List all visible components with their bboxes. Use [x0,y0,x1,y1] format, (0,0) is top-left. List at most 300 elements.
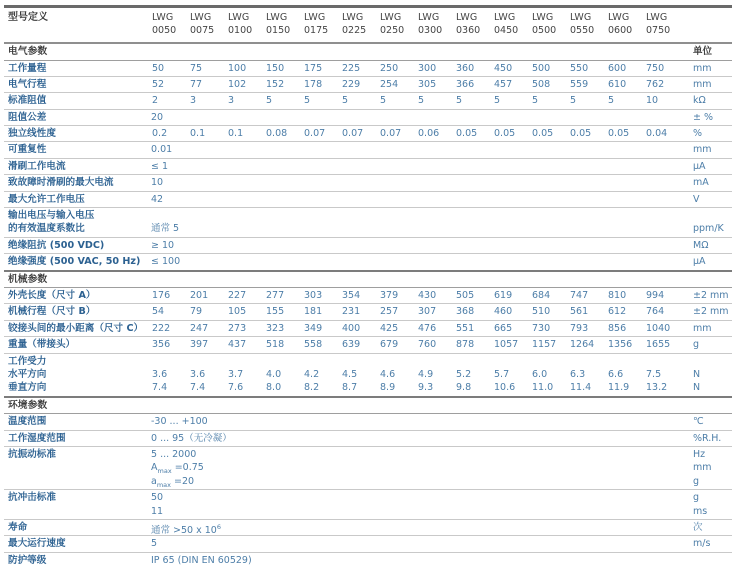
value-cell: 450 [494,62,513,74]
value-cell: 878 [456,339,475,351]
model-number: 0050 [152,24,177,36]
row-label-line: 温度范围 [8,416,47,428]
value-cell: 639 [342,339,361,351]
spec-row [4,353,732,397]
row-label-line: 最大允许工作电压 [8,193,85,205]
model-prefix: LWG [608,12,630,23]
value-cell: 5 [342,95,349,107]
unit-cell [683,60,732,76]
value-cell: 5 [418,95,425,107]
unit-line [693,209,732,222]
value-line: 42 [151,193,164,205]
row-label [4,76,151,92]
spec-row [4,208,732,238]
value-line [151,209,683,222]
value-cell: 0.08 [266,128,288,140]
row-values [151,93,683,109]
row-label-line: 外壳长度（尺寸 A） [8,290,96,302]
value-line: ≤ 100 [151,256,181,268]
value-fragment: 6 [216,523,221,532]
value-cells-line [151,289,683,302]
value-cell: 75 [190,62,203,74]
value-cell: 176 [152,290,171,302]
value-cell: 5 [532,95,539,107]
unit-line: m/s [693,538,711,550]
value-cell: 5.2 [456,369,472,381]
row-label-line: 阻值公差 [8,111,47,123]
value-cells-line [151,368,683,381]
value-cell: 6.6 [608,369,624,381]
value-cell: 368 [456,306,475,318]
unit-cell [683,191,732,207]
value-cell: 225 [342,62,361,74]
spec-row [4,304,732,320]
value-cell: 5 [570,95,577,107]
model-number: 0175 [304,24,329,36]
value-cell: 1157 [532,339,557,351]
unit-cell [683,552,732,566]
value-cell: 510 [532,306,551,318]
value-cell: 684 [532,290,551,302]
value-cell: 3.6 [152,369,168,381]
unit-cell [683,320,732,336]
value-cell: 379 [380,290,399,302]
value-cell: 10.6 [494,382,516,394]
unit-line: mA [693,177,709,189]
row-values [151,142,683,158]
section-header-row [4,43,732,60]
unit-line: %R.H. [693,432,722,444]
row-label [4,320,151,336]
row-values [151,520,683,536]
value-cells-line [151,338,683,351]
row-label-line: 机械行程（尺寸 B） [8,306,96,318]
datasheet-page [4,5,732,566]
value-line: 20 [151,111,164,123]
model-header-label: 型号定义 [8,12,48,23]
spec-row [4,447,732,490]
model-number: 0300 [418,24,443,36]
unit-cell [683,288,732,304]
value-cells-line [151,381,683,394]
row-label-line: 输出电压与输入电压 [8,210,95,222]
value-fragment: a [151,475,157,487]
value-cell: 4.6 [380,369,396,381]
spec-row [4,175,732,191]
model-prefix: LWG [342,12,364,23]
value-cell: 0.1 [190,128,206,140]
value-cell: 356 [152,339,171,351]
unit-cell [683,447,732,490]
row-label [4,237,151,253]
unit-column-header [683,397,732,414]
model-header-cell [417,7,455,44]
value-cell: 175 [304,62,323,74]
model-header-cell [455,7,493,44]
section-title: 机械参数 [8,273,48,285]
value-cell: 0.07 [380,128,402,140]
value-cell: 4.5 [342,369,358,381]
row-label [4,175,151,191]
value-cell: 0.06 [418,128,440,140]
value-cell: 349 [304,322,323,334]
value-cell: 518 [266,339,285,351]
value-cell: 437 [228,339,247,351]
value-cell: 7.5 [646,369,662,381]
spec-table-body [4,43,732,566]
row-values [151,414,683,430]
value-cell: 250 [380,62,399,74]
value-cell: 994 [646,290,665,302]
value-fragment: max [156,480,171,489]
value-cell: 4.0 [266,369,282,381]
value-cell: 3.7 [228,369,244,381]
model-prefix: LWG [152,12,174,23]
unit-line: % [693,128,703,140]
model-prefix: LWG [570,12,592,23]
value-line [151,355,683,368]
unit-line: V [693,193,700,205]
unit-line: g [693,339,700,351]
value-cell: 273 [228,322,247,334]
value-cell: 79 [190,306,203,318]
unit-cell [683,414,732,430]
value-cell: 0.1 [228,128,244,140]
row-label-line: 抗冲击标准 [8,492,56,504]
row-label-line: 电气行程 [8,78,47,90]
value-cell: 0.04 [646,128,668,140]
value-cell: 0.05 [494,128,516,140]
section-header-row [4,397,732,414]
value-cells-line [151,127,683,140]
row-values [151,208,683,238]
spec-row [4,552,732,566]
row-label [4,191,151,207]
row-label-line: 防护等级 [8,554,47,566]
unit-column-header [683,271,732,288]
row-values [151,158,683,174]
row-values [151,191,683,207]
value-line: 5 [151,538,158,550]
value-cell: 1057 [494,339,519,351]
value-cell: 7.6 [228,382,244,394]
value-cells-line [151,305,683,318]
unit-column-header: 单位 [693,46,713,57]
model-prefix: LWG [304,12,326,23]
model-number: 0150 [266,24,291,36]
value-cell: 0.05 [608,128,630,140]
spec-row [4,126,732,142]
value-cell: 5 [304,95,311,107]
value-cell: 11.9 [608,382,630,394]
row-values [151,109,683,125]
value-line: 11 [151,505,164,517]
value-cell: 8.2 [304,382,320,394]
value-cell: 6.0 [532,369,548,381]
unit-cell [683,337,732,353]
row-label [4,254,151,271]
value-cell: 155 [266,306,285,318]
unit-line [693,554,732,566]
unit-cell [683,76,732,92]
spec-row [4,93,732,109]
row-label [4,430,151,446]
row-values [151,447,683,490]
unit-line: Hz [693,449,706,461]
unit-line: g [693,475,700,487]
value-cell: 4.2 [304,369,320,381]
row-label-line: 可重复性 [8,144,47,156]
value-cells-line [151,78,683,91]
row-label [4,208,151,238]
value-fragment: A [151,462,158,474]
row-label-line: 工作量程 [8,62,47,74]
unit-cell [683,175,732,191]
unit-line: ±2 mm [693,306,729,318]
value-cell: 50 [152,62,165,74]
unit-line: mm [693,462,712,474]
value-cell: 665 [494,322,513,334]
value-cell: 227 [228,290,247,302]
value-cells-line [151,94,683,107]
value-cell: 277 [266,290,285,302]
value-cell: 1655 [646,339,671,351]
model-number: 0100 [228,24,253,36]
row-label [4,536,151,552]
value-cell: 10 [646,95,659,107]
value-cell: 0.05 [456,128,478,140]
value-cell: 300 [418,62,437,74]
value-cell: 9.8 [456,382,472,394]
value-cell: 425 [380,322,399,334]
value-cell: 354 [342,290,361,302]
section-title: 电气参数 [8,46,48,57]
row-label [4,158,151,174]
spec-row [4,536,732,552]
model-header-cell [379,7,417,44]
model-header-cell [189,7,227,44]
value-fragment: =20 [171,475,195,487]
value-cell: 5.7 [494,369,510,381]
row-values [151,254,683,271]
row-values [151,430,683,446]
spec-row [4,60,732,76]
spec-row [4,520,732,536]
row-label-line: 滑刷工作电流 [8,160,66,172]
model-prefix: LWG [266,12,288,23]
value-cell: 222 [152,322,171,334]
value-cell: 4.9 [418,369,434,381]
spec-row [4,254,732,271]
value-cell: 0.07 [342,128,364,140]
value-cell: 8.7 [342,382,358,394]
row-values [151,337,683,353]
value-cell: 1356 [608,339,633,351]
value-cell: 3 [190,95,197,107]
model-header-cell [303,7,341,44]
row-label-line: 独立线性度 [8,128,56,140]
value-cell: 231 [342,306,361,318]
spec-row [4,237,732,253]
row-label [4,288,151,304]
value-line: 50 [151,492,164,504]
value-cell: 558 [304,339,323,351]
value-cell: 100 [228,62,247,74]
unit-line: μA [693,160,706,172]
model-prefix: LWG [380,12,402,23]
model-header-unit-spacer [683,7,732,44]
value-cell: 8.0 [266,382,282,394]
value-cell: 102 [228,78,247,90]
row-label [4,304,151,320]
row-label [4,490,151,520]
value-cell: 5 [266,95,273,107]
value-cell: 508 [532,78,551,90]
spec-row [4,490,732,520]
model-number: 0750 [646,24,671,36]
unit-line: kΩ [693,95,706,107]
value-cell: 612 [608,306,627,318]
model-number: 0600 [608,24,633,36]
value-line: 5 ... 2000 [151,449,197,461]
value-cell: 0.07 [304,128,326,140]
row-values [151,60,683,76]
spec-row [4,142,732,158]
spec-row [4,320,732,336]
unit-cell [683,304,732,320]
value-cell: 152 [266,78,285,90]
value-line: 通常 5 [151,223,180,235]
row-values [151,288,683,304]
row-label [4,414,151,430]
row-label-line: 绝缘强度 (500 VAC, 50 Hz) [8,256,141,268]
value-cell: 550 [570,62,589,74]
model-header-cell [607,7,645,44]
spec-row [4,430,732,446]
row-label-line: 的有效温度系数比 [8,223,85,235]
spec-row [4,288,732,304]
value-cell: 0.05 [532,128,554,140]
value-line: IP 65 (DIN EN 60529) [151,554,252,566]
unit-line: 次 [693,522,703,534]
row-label-line: 致故障时滑刷的最大电流 [8,177,114,189]
value-cell: 178 [304,78,323,90]
value-cell: 9.3 [418,382,434,394]
value-cell: 397 [190,339,209,351]
value-line: ≤ 1 [151,160,169,172]
value-cell: 105 [228,306,247,318]
value-cell: 505 [456,290,475,302]
value-cell: 229 [342,78,361,90]
value-cell: 500 [532,62,551,74]
value-cell: 730 [532,322,551,334]
unit-cell [683,109,732,125]
row-label-line: 绝缘阻抗 (500 VDC) [8,239,105,251]
unit-cell [683,353,732,397]
model-number: 0075 [190,24,215,36]
value-line [151,521,683,537]
row-label [4,109,151,125]
section-header-row [4,271,732,288]
model-prefix: LWG [456,12,478,23]
value-line [151,475,683,488]
model-header-cell [227,7,265,44]
value-cell: 559 [570,78,589,90]
value-cell: 750 [646,62,665,74]
value-line: 0 ... 95（无冷凝） [151,432,232,444]
row-label [4,60,151,76]
value-fragment: =0.75 [171,462,204,474]
value-cell: 54 [152,306,165,318]
value-cell: 8.9 [380,382,396,394]
row-label [4,142,151,158]
row-values [151,536,683,552]
value-cell: 7.4 [152,382,168,394]
unit-cell [683,142,732,158]
value-cell: 7.4 [190,382,206,394]
row-label [4,93,151,109]
value-cell: 610 [608,78,627,90]
model-header-cell [531,7,569,44]
value-cell: 254 [380,78,399,90]
value-cell: 793 [570,322,589,334]
model-number: 0225 [342,24,367,36]
model-prefix: LWG [646,12,668,23]
unit-line: ppm/K [693,223,724,235]
model-number: 0550 [570,24,595,36]
spec-row [4,414,732,430]
value-line: 0.01 [151,144,173,156]
value-cell: 810 [608,290,627,302]
value-cell: 181 [304,306,323,318]
row-label [4,126,151,142]
value-cell: 366 [456,78,475,90]
value-cell: 856 [608,322,627,334]
unit-line: g [693,492,700,504]
row-label [4,552,151,566]
value-cell: 760 [418,339,437,351]
row-values [151,126,683,142]
row-label-line: 工作受力 [8,355,47,367]
unit-line: ±2 mm [693,290,729,302]
row-values [151,175,683,191]
value-line [151,461,683,474]
unit-line: MΩ [693,239,709,251]
row-label [4,447,151,490]
unit-line: ms [693,505,708,517]
unit-cell [683,208,732,238]
unit-cell [683,430,732,446]
spec-row [4,191,732,207]
value-cell: 5 [494,95,501,107]
unit-line: ℃ [693,416,704,428]
value-cell: 247 [190,322,209,334]
model-header-row [4,7,732,44]
value-line: -30 ... +100 [151,416,208,428]
model-prefix: LWG [190,12,212,23]
value-cell: 457 [494,78,513,90]
row-label-line: 标准阻值 [8,95,47,107]
model-header-cell [569,7,607,44]
unit-line: N [693,369,701,381]
unit-line: mm [693,62,712,74]
value-cell: 764 [646,306,665,318]
value-cell: 600 [608,62,627,74]
value-cell: 0.05 [570,128,592,140]
unit-cell [683,536,732,552]
value-line: 10 [151,177,164,189]
value-cell: 52 [152,78,165,90]
